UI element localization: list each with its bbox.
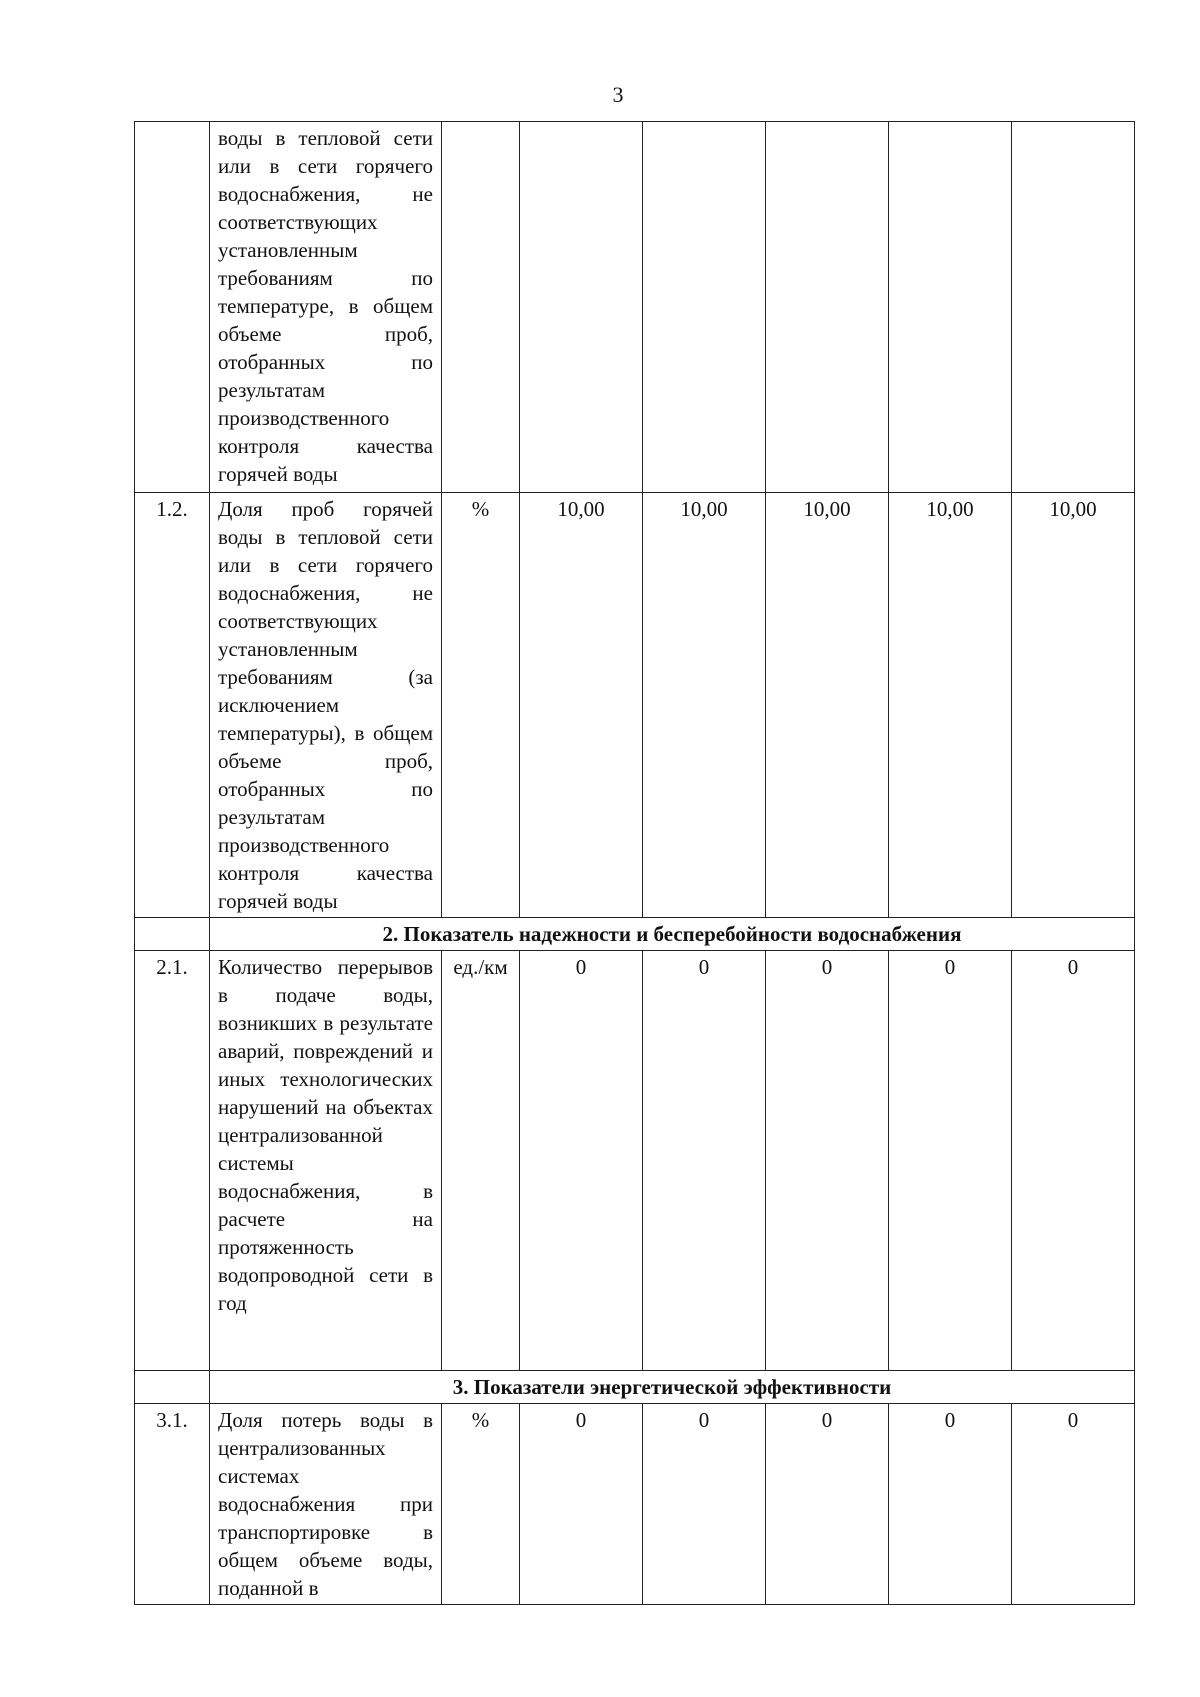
value-cell <box>1012 122 1135 493</box>
value-cell: 0 <box>889 1404 1012 1605</box>
value-cell: 10,00 <box>643 493 766 918</box>
unit-cell: % <box>442 1404 520 1605</box>
value-cell: 0 <box>520 1404 643 1605</box>
value-cell: 0 <box>1012 1404 1135 1605</box>
value-cell: 10,00 <box>766 493 889 918</box>
row-number <box>135 122 210 493</box>
row-number: 3.1. <box>135 1404 210 1605</box>
value-cell <box>889 122 1012 493</box>
section-header-row <box>135 918 1135 951</box>
section-header-row <box>135 1371 1135 1404</box>
value-cell <box>643 122 766 493</box>
table-row <box>135 951 1135 1371</box>
value-cell: 0 <box>643 951 766 1371</box>
unit-cell: ед./км <box>442 951 520 1371</box>
section-title: 3. Показатели энергетической эффективности <box>210 1371 1135 1404</box>
indicator-description: Количество перерывов в подаче воды, возникших в результате аварий, повреждений и иных технологических нарушений на объектах централизованной системы водоснабжения, в расчете на протяженность водопроводной сети в год <box>210 951 442 1371</box>
section-spacer <box>135 1371 210 1404</box>
indicator-description: воды в тепловой сети или в сети горячего водоснабжения, не соответствующих установленным требованиям по температуре, в общем объеме проб, отобранных по результатам производственного контроля качества горячей воды <box>210 122 442 493</box>
value-cell: 10,00 <box>520 493 643 918</box>
section-title: 2. Показатель надежности и бесперебойности водоснабжения <box>210 918 1135 951</box>
unit-cell: % <box>442 493 520 918</box>
page-number: 3 <box>612 82 624 107</box>
table-row <box>135 1404 1135 1605</box>
row-number: 1.2. <box>135 493 210 918</box>
unit-cell <box>442 122 520 493</box>
indicator-description: Доля проб горячей воды в тепловой сети или в сети горячего водоснабжения, не соответствующих установленным требованиям (за исключением температуры), в общем объеме проб, отобранных по результатам производственного контроля качества горячей воды <box>210 493 442 918</box>
value-cell: 0 <box>889 951 1012 1371</box>
indicators-table <box>134 121 1135 1605</box>
table-row <box>135 493 1135 918</box>
table-row <box>135 122 1135 493</box>
value-cell: 0 <box>520 951 643 1371</box>
indicator-description: Доля потерь воды в централизованных системах водоснабжения при транспортировке в общем объеме воды, поданной в <box>210 1404 442 1605</box>
section-spacer <box>135 918 210 951</box>
row-number: 2.1. <box>135 951 210 1371</box>
value-cell: 0 <box>766 1404 889 1605</box>
value-cell <box>520 122 643 493</box>
value-cell: 10,00 <box>1012 493 1135 918</box>
value-cell: 0 <box>1012 951 1135 1371</box>
value-cell: 0 <box>766 951 889 1371</box>
value-cell: 0 <box>643 1404 766 1605</box>
value-cell: 10,00 <box>889 493 1012 918</box>
value-cell <box>766 122 889 493</box>
